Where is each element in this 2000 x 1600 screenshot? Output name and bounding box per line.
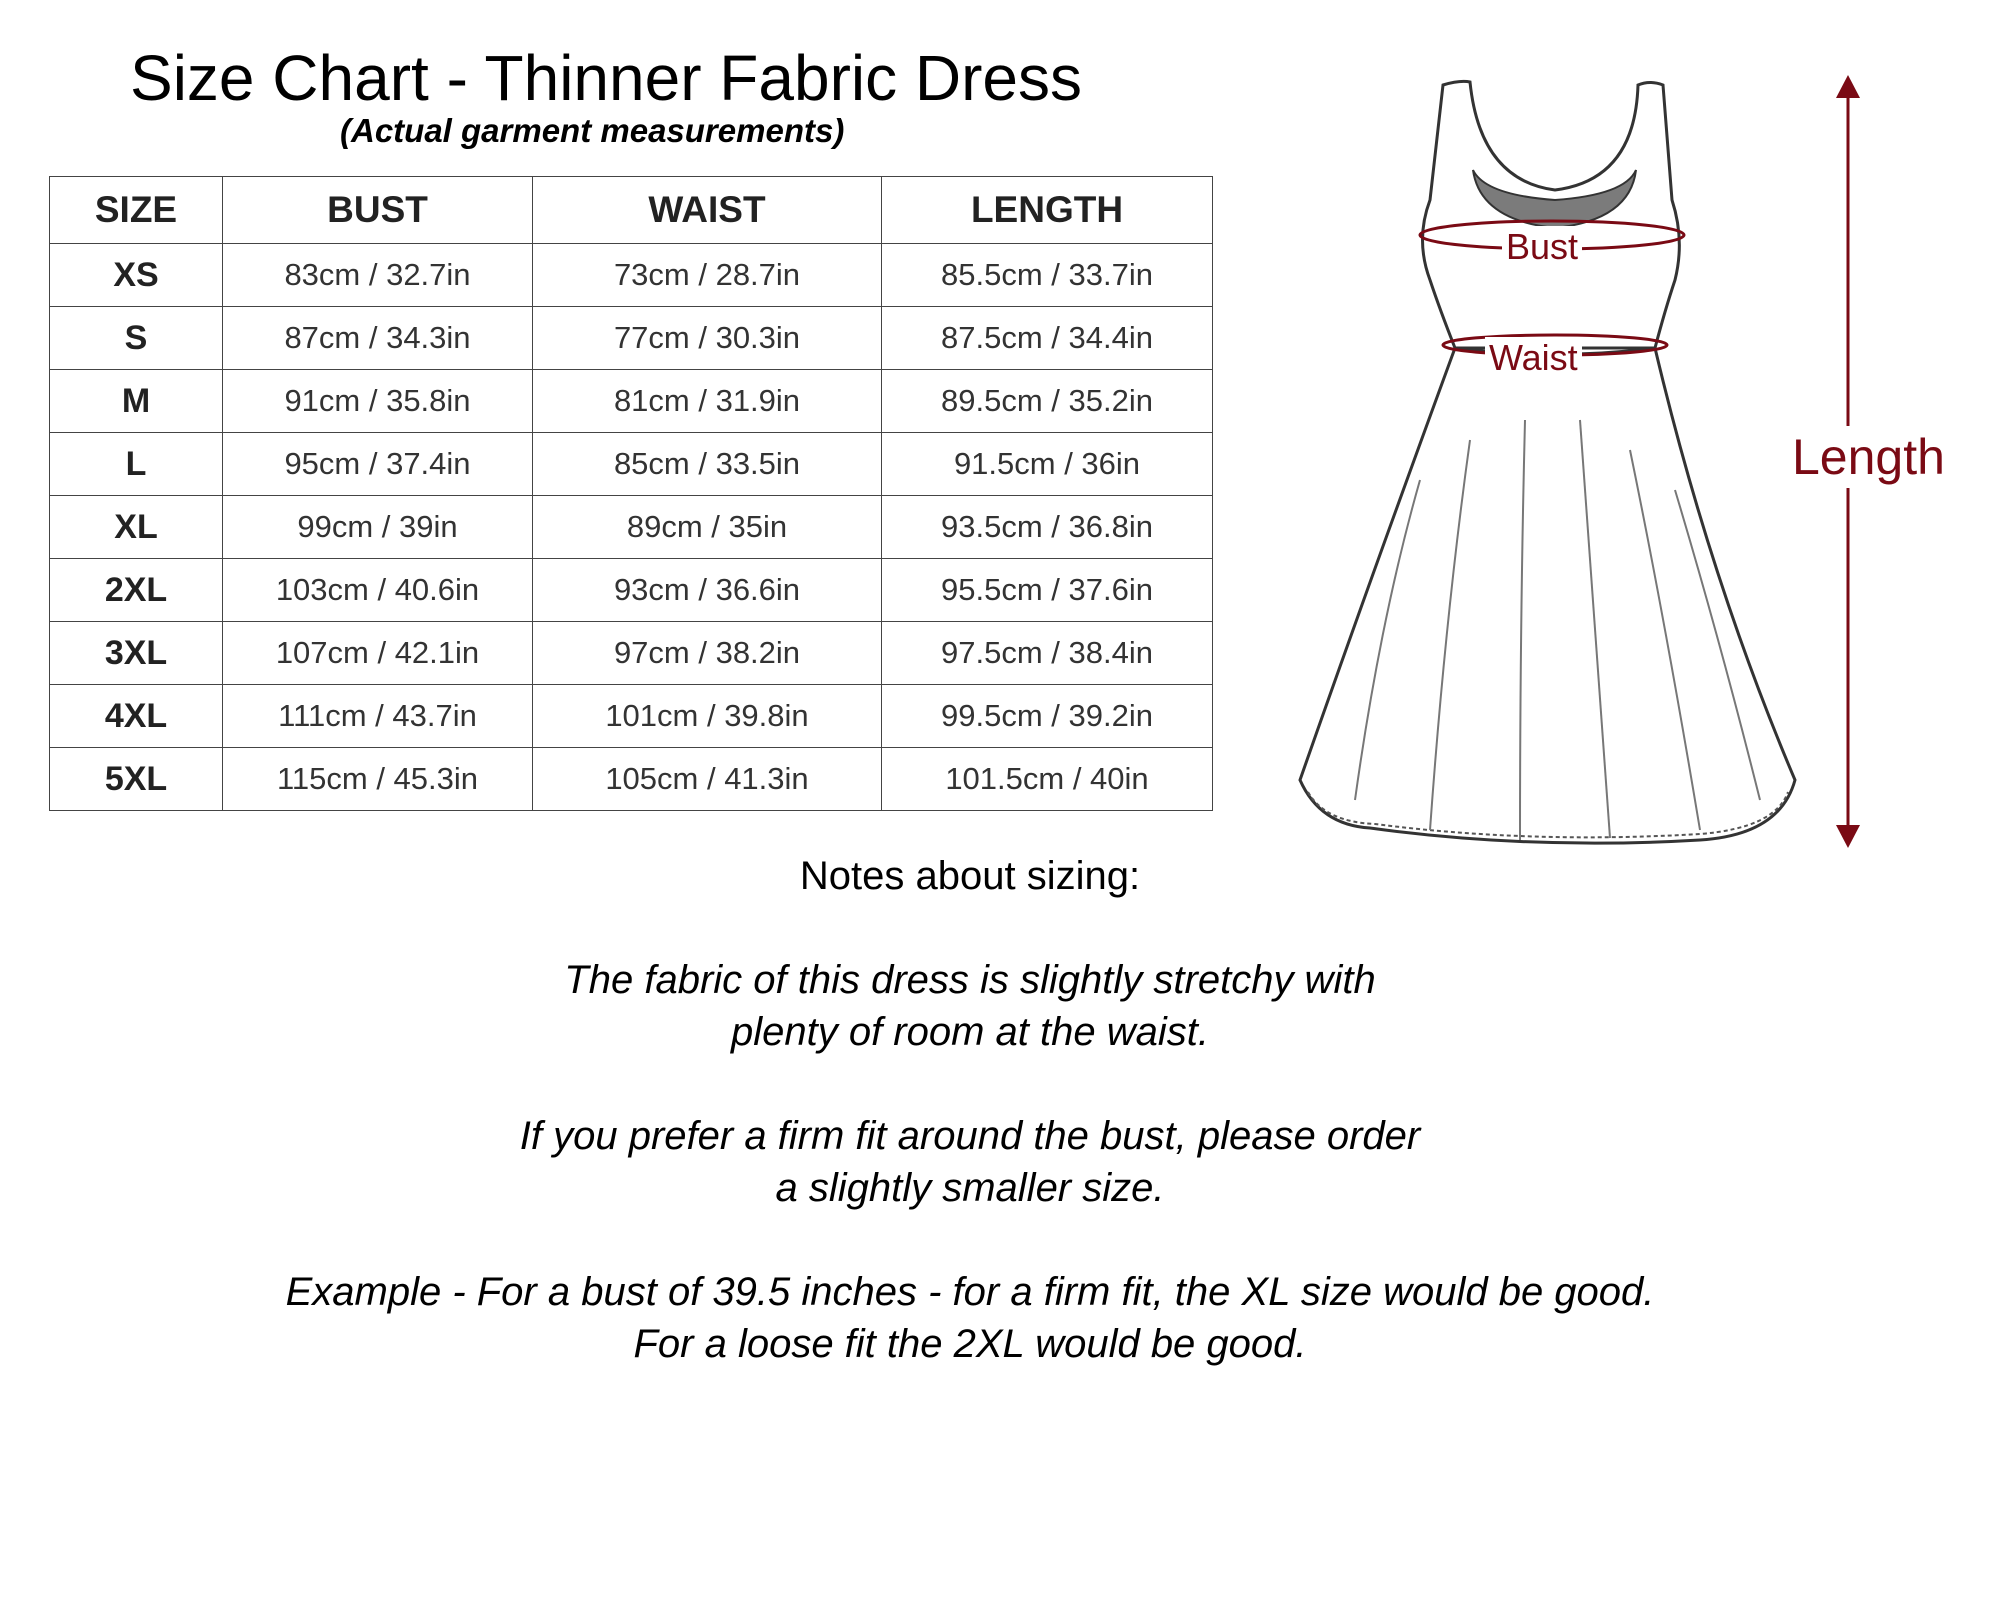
bust-cell: 99cm / 39in <box>223 496 533 559</box>
table-row <box>50 559 1213 622</box>
waist-cell: 81cm / 31.9in <box>533 370 882 433</box>
notes-paragraph <box>200 1110 1740 1214</box>
size-cell: 5XL <box>50 748 223 811</box>
page-title: Size Chart - Thinner Fabric Dress <box>130 42 1082 114</box>
length-cell: 95.5cm / 37.6in <box>882 559 1213 622</box>
length-cell: 99.5cm / 39.2in <box>882 685 1213 748</box>
table-row <box>50 748 1213 811</box>
waist-cell: 73cm / 28.7in <box>533 244 882 307</box>
waist-label: Waist <box>1485 337 1582 379</box>
waist-cell: 93cm / 36.6in <box>533 559 882 622</box>
bust-cell: 83cm / 32.7in <box>223 244 533 307</box>
length-cell: 87.5cm / 34.4in <box>882 307 1213 370</box>
notes-line: Example - For a bust of 39.5 inches - for a firm fit, the XL size would be good. <box>285 1270 1655 1314</box>
notes-heading: Notes about sizing: <box>799 854 1141 898</box>
sizing-notes <box>200 850 1740 1370</box>
bust-cell: 87cm / 34.3in <box>223 307 533 370</box>
notes-line: plenty of room at the waist. <box>730 1010 1209 1054</box>
waist-cell: 85cm / 33.5in <box>533 433 882 496</box>
column-header-bust: BUST <box>223 177 533 244</box>
table-row <box>50 244 1213 307</box>
waist-cell: 89cm / 35in <box>533 496 882 559</box>
notes-line: For a loose fit the 2XL would be good. <box>633 1322 1307 1366</box>
table-header-row <box>50 177 1213 244</box>
notes-line: a slightly smaller size. <box>775 1166 1165 1210</box>
bust-cell: 95cm / 37.4in <box>223 433 533 496</box>
size-cell: XS <box>50 244 223 307</box>
column-header-waist: WAIST <box>533 177 882 244</box>
bust-cell: 103cm / 40.6in <box>223 559 533 622</box>
bust-cell: 115cm / 45.3in <box>223 748 533 811</box>
length-cell: 89.5cm / 35.2in <box>882 370 1213 433</box>
table-row <box>50 307 1213 370</box>
notes-line: The fabric of this dress is slightly stretchy with <box>564 958 1376 1002</box>
dress-measurement-figure <box>1280 60 1945 860</box>
size-table <box>49 176 1213 811</box>
size-cell: 3XL <box>50 622 223 685</box>
length-arrow-down-icon <box>1836 825 1860 848</box>
length-cell: 85.5cm / 33.7in <box>882 244 1213 307</box>
table-row <box>50 370 1213 433</box>
column-header-length: LENGTH <box>882 177 1213 244</box>
length-cell: 91.5cm / 36in <box>882 433 1213 496</box>
size-cell: 2XL <box>50 559 223 622</box>
dress-skirt <box>1300 348 1795 843</box>
table-row <box>50 622 1213 685</box>
column-header-size: SIZE <box>50 177 223 244</box>
size-cell: XL <box>50 496 223 559</box>
size-cell: S <box>50 307 223 370</box>
waist-cell: 105cm / 41.3in <box>533 748 882 811</box>
notes-line: If you prefer a firm fit around the bust, please order <box>519 1114 1421 1158</box>
length-label: Length <box>1788 426 1949 488</box>
size-cell: 4XL <box>50 685 223 748</box>
length-cell: 101.5cm / 40in <box>882 748 1213 811</box>
notes-paragraph <box>200 1266 1740 1370</box>
size-cell: M <box>50 370 223 433</box>
table-row <box>50 496 1213 559</box>
table-row <box>50 433 1213 496</box>
bust-cell: 91cm / 35.8in <box>223 370 533 433</box>
waist-cell: 97cm / 38.2in <box>533 622 882 685</box>
page-subtitle: (Actual garment measurements) <box>340 112 845 149</box>
notes-paragraph <box>200 954 1740 1058</box>
length-cell: 93.5cm / 36.8in <box>882 496 1213 559</box>
length-cell: 97.5cm / 38.4in <box>882 622 1213 685</box>
waist-cell: 101cm / 39.8in <box>533 685 882 748</box>
bust-cell: 107cm / 42.1in <box>223 622 533 685</box>
bust-cell: 111cm / 43.7in <box>223 685 533 748</box>
length-arrow-up-icon <box>1836 75 1860 98</box>
waist-cell: 77cm / 30.3in <box>533 307 882 370</box>
size-cell: L <box>50 433 223 496</box>
bust-label: Bust <box>1502 226 1582 268</box>
table-row <box>50 685 1213 748</box>
